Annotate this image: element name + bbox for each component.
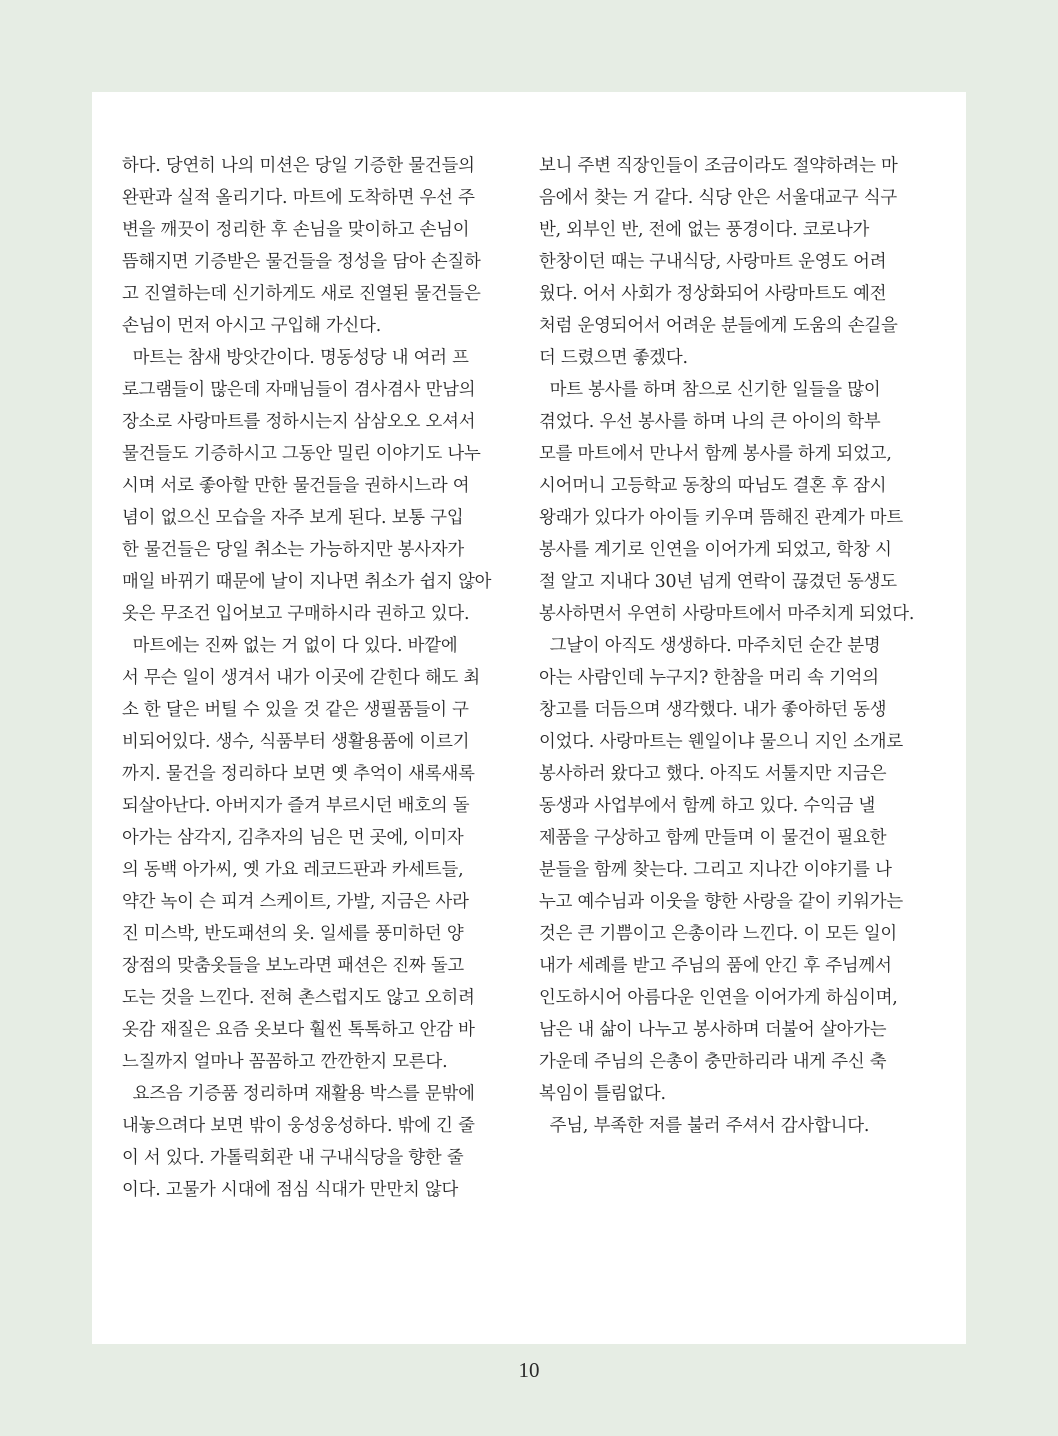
text-line: 봉사하면서 우연히 사랑마트에서 마주치게 되었다. <box>539 604 915 624</box>
text-line: 의 동백 아가씨, 옛 가요 레코드판과 카세트들, <box>122 860 464 880</box>
text-line: 손님이 먼저 아시고 구입해 가신다. <box>122 316 382 336</box>
text-line: 이었다. 사랑마트는 웬일이냐 물으니 지인 소개로 <box>539 732 903 752</box>
text-column-left <box>122 150 522 1206</box>
text-line: 장소로 사랑마트를 정하시는지 삼삼오오 오셔서 <box>122 412 476 432</box>
text-line: 마트는 참새 방앗간이다. 명동성당 내 여러 프 <box>122 348 469 368</box>
text-line: 완판과 실적 올리기다. 마트에 도착하면 우선 주 <box>122 188 475 208</box>
text-line: 동생과 사업부에서 함께 하고 있다. 수익금 낼 <box>539 796 876 816</box>
text-line: 한 물건들은 당일 취소는 가능하지만 봉사자가 <box>122 540 465 560</box>
text-column-right <box>539 150 939 1142</box>
text-line: 되살아난다. 아버지가 즐겨 부르시던 배호의 돌 <box>122 796 470 816</box>
text-line: 느질까지 얼마나 꼼꼼하고 깐깐한지 모른다. <box>122 1052 448 1072</box>
text-line: 주님, 부족한 저를 불러 주셔서 감사합니다. <box>539 1116 870 1136</box>
text-line: 봉사를 계기로 인연을 이어가게 되었고, 학창 시 <box>539 540 892 560</box>
text-line: 내놓으려다 보면 밖이 웅성웅성하다. 밖에 긴 줄 <box>122 1116 475 1136</box>
text-line: 옷은 무조건 입어보고 구매하시라 권하고 있다. <box>122 604 470 624</box>
text-line: 념이 없으신 모습을 자주 보게 된다. 보통 구입 <box>122 508 464 528</box>
text-line: 물건들도 기증하시고 그동안 밀린 이야기도 나누 <box>122 444 481 464</box>
text-line: 매일 바뀌기 때문에 날이 지나면 취소가 쉽지 않아 <box>122 572 492 592</box>
text-line: 이 서 있다. 가톨릭회관 내 구내식당을 향한 줄 <box>122 1148 464 1168</box>
text-line: 처럼 운영되어서 어려운 분들에게 도움의 손길을 <box>539 316 898 336</box>
text-line: 인도하시어 아름다운 인연을 이어가게 하심이며, <box>539 988 898 1008</box>
text-line: 남은 내 삶이 나누고 봉사하며 더불어 살아가는 <box>539 1020 887 1040</box>
text-line: 하다. 당연히 나의 미션은 당일 기증한 물건들의 <box>122 156 475 176</box>
text-line: 마트 봉사를 하며 참으로 신기한 일들을 많이 <box>539 380 881 400</box>
text-line: 시어머니 고등학교 동창의 따님도 결혼 후 잠시 <box>539 476 887 496</box>
text-line: 반, 외부인 반, 전에 없는 풍경이다. 코로나가 <box>539 220 870 240</box>
text-line: 분들을 함께 찾는다. 그리고 지나간 이야기를 나 <box>539 860 892 880</box>
text-line: 웠다. 어서 사회가 정상화되어 사랑마트도 예전 <box>539 284 887 304</box>
page-number: 10 <box>518 1358 540 1382</box>
text-line: 장점의 맞춤옷들을 보노라면 패션은 진짜 돌고 <box>122 956 465 976</box>
text-line: 한창이던 때는 구내식당, 사랑마트 운영도 어려 <box>539 252 887 272</box>
text-line: 창고를 더듬으며 생각했다. 내가 좋아하던 동생 <box>539 700 887 720</box>
text-line: 아가는 삼각지, 김추자의 님은 먼 곳에, 이미자 <box>122 828 464 848</box>
text-line: 복임이 틀림없다. <box>539 1084 666 1104</box>
text-line: 약간 녹이 슨 피겨 스케이트, 가발, 지금은 사라 <box>122 892 469 912</box>
text-line: 아는 사람인데 누구지? 한참을 머리 속 기억의 <box>539 668 879 688</box>
text-line: 이다. 고물가 시대에 점심 식대가 만만치 않다 <box>122 1180 459 1200</box>
text-line: 누고 예수님과 이웃을 향한 사랑을 같이 키워가는 <box>539 892 903 912</box>
text-line: 뜸해지면 기증받은 물건들을 정성을 담아 손질하 <box>122 252 481 272</box>
text-line: 더 드렸으면 좋겠다. <box>539 348 688 368</box>
text-line: 마트에는 진짜 없는 거 없이 다 있다. 바깥에 <box>122 636 458 656</box>
text-line: 보니 주변 직장인들이 조금이라도 절약하려는 마 <box>539 156 898 176</box>
text-line: 그날이 아직도 생생하다. 마주치던 순간 분명 <box>539 636 881 656</box>
text-line: 겪었다. 우선 봉사를 하며 나의 큰 아이의 학부 <box>539 412 881 432</box>
text-line: 것은 큰 기쁨이고 은총이라 느낀다. 이 모든 일이 <box>539 924 898 944</box>
text-line: 소 한 달은 버틸 수 있을 것 같은 생필품들이 구 <box>122 700 469 720</box>
text-line: 시며 서로 좋아할 만한 물건들을 권하시느라 여 <box>122 476 470 496</box>
text-line: 가운데 주님의 은총이 충만하리라 내게 주신 축 <box>539 1052 887 1072</box>
text-line: 절 알고 지내다 30년 넘게 연락이 끊겼던 동생도 <box>539 572 897 592</box>
text-line: 옷감 재질은 요즘 옷보다 훨씬 톡톡하고 안감 바 <box>122 1020 475 1040</box>
text-line: 로그램들이 많은데 자매님들이 겸사겸사 만남의 <box>122 380 476 400</box>
page-content <box>92 92 966 1344</box>
text-line: 음에서 찾는 거 같다. 식당 안은 서울대교구 식구 <box>539 188 898 208</box>
text-line: 비되어있다. 생수, 식품부터 생활용품에 이르기 <box>122 732 470 752</box>
text-line: 왕래가 있다가 아이들 키우며 뜸해진 관계가 마트 <box>539 508 903 528</box>
text-line: 도는 것을 느낀다. 전혀 촌스럽지도 않고 오히려 <box>122 988 475 1008</box>
text-line: 변을 깨끗이 정리한 후 손님을 맞이하고 손님이 <box>122 220 470 240</box>
text-line: 서 무슨 일이 생겨서 내가 이곳에 갇힌다 해도 최 <box>122 668 481 688</box>
text-line: 고 진열하는데 신기하게도 새로 진열된 물건들은 <box>122 284 481 304</box>
text-line: 제품을 구상하고 함께 만들며 이 물건이 필요한 <box>539 828 887 848</box>
text-line: 봉사하러 왔다고 했다. 아직도 서툴지만 지금은 <box>539 764 887 784</box>
text-line: 요즈음 기증품 정리하며 재활용 박스를 문밖에 <box>122 1084 475 1104</box>
text-line: 모를 마트에서 만나서 함께 봉사를 하게 되었고, <box>539 444 892 464</box>
text-line: 까지. 물건을 정리하다 보면 옛 추억이 새록새록 <box>122 764 475 784</box>
text-line: 진 미스박, 반도패션의 옷. 일세를 풍미하던 양 <box>122 924 464 944</box>
text-line: 내가 세례를 받고 주님의 품에 안긴 후 주님께서 <box>539 956 892 976</box>
